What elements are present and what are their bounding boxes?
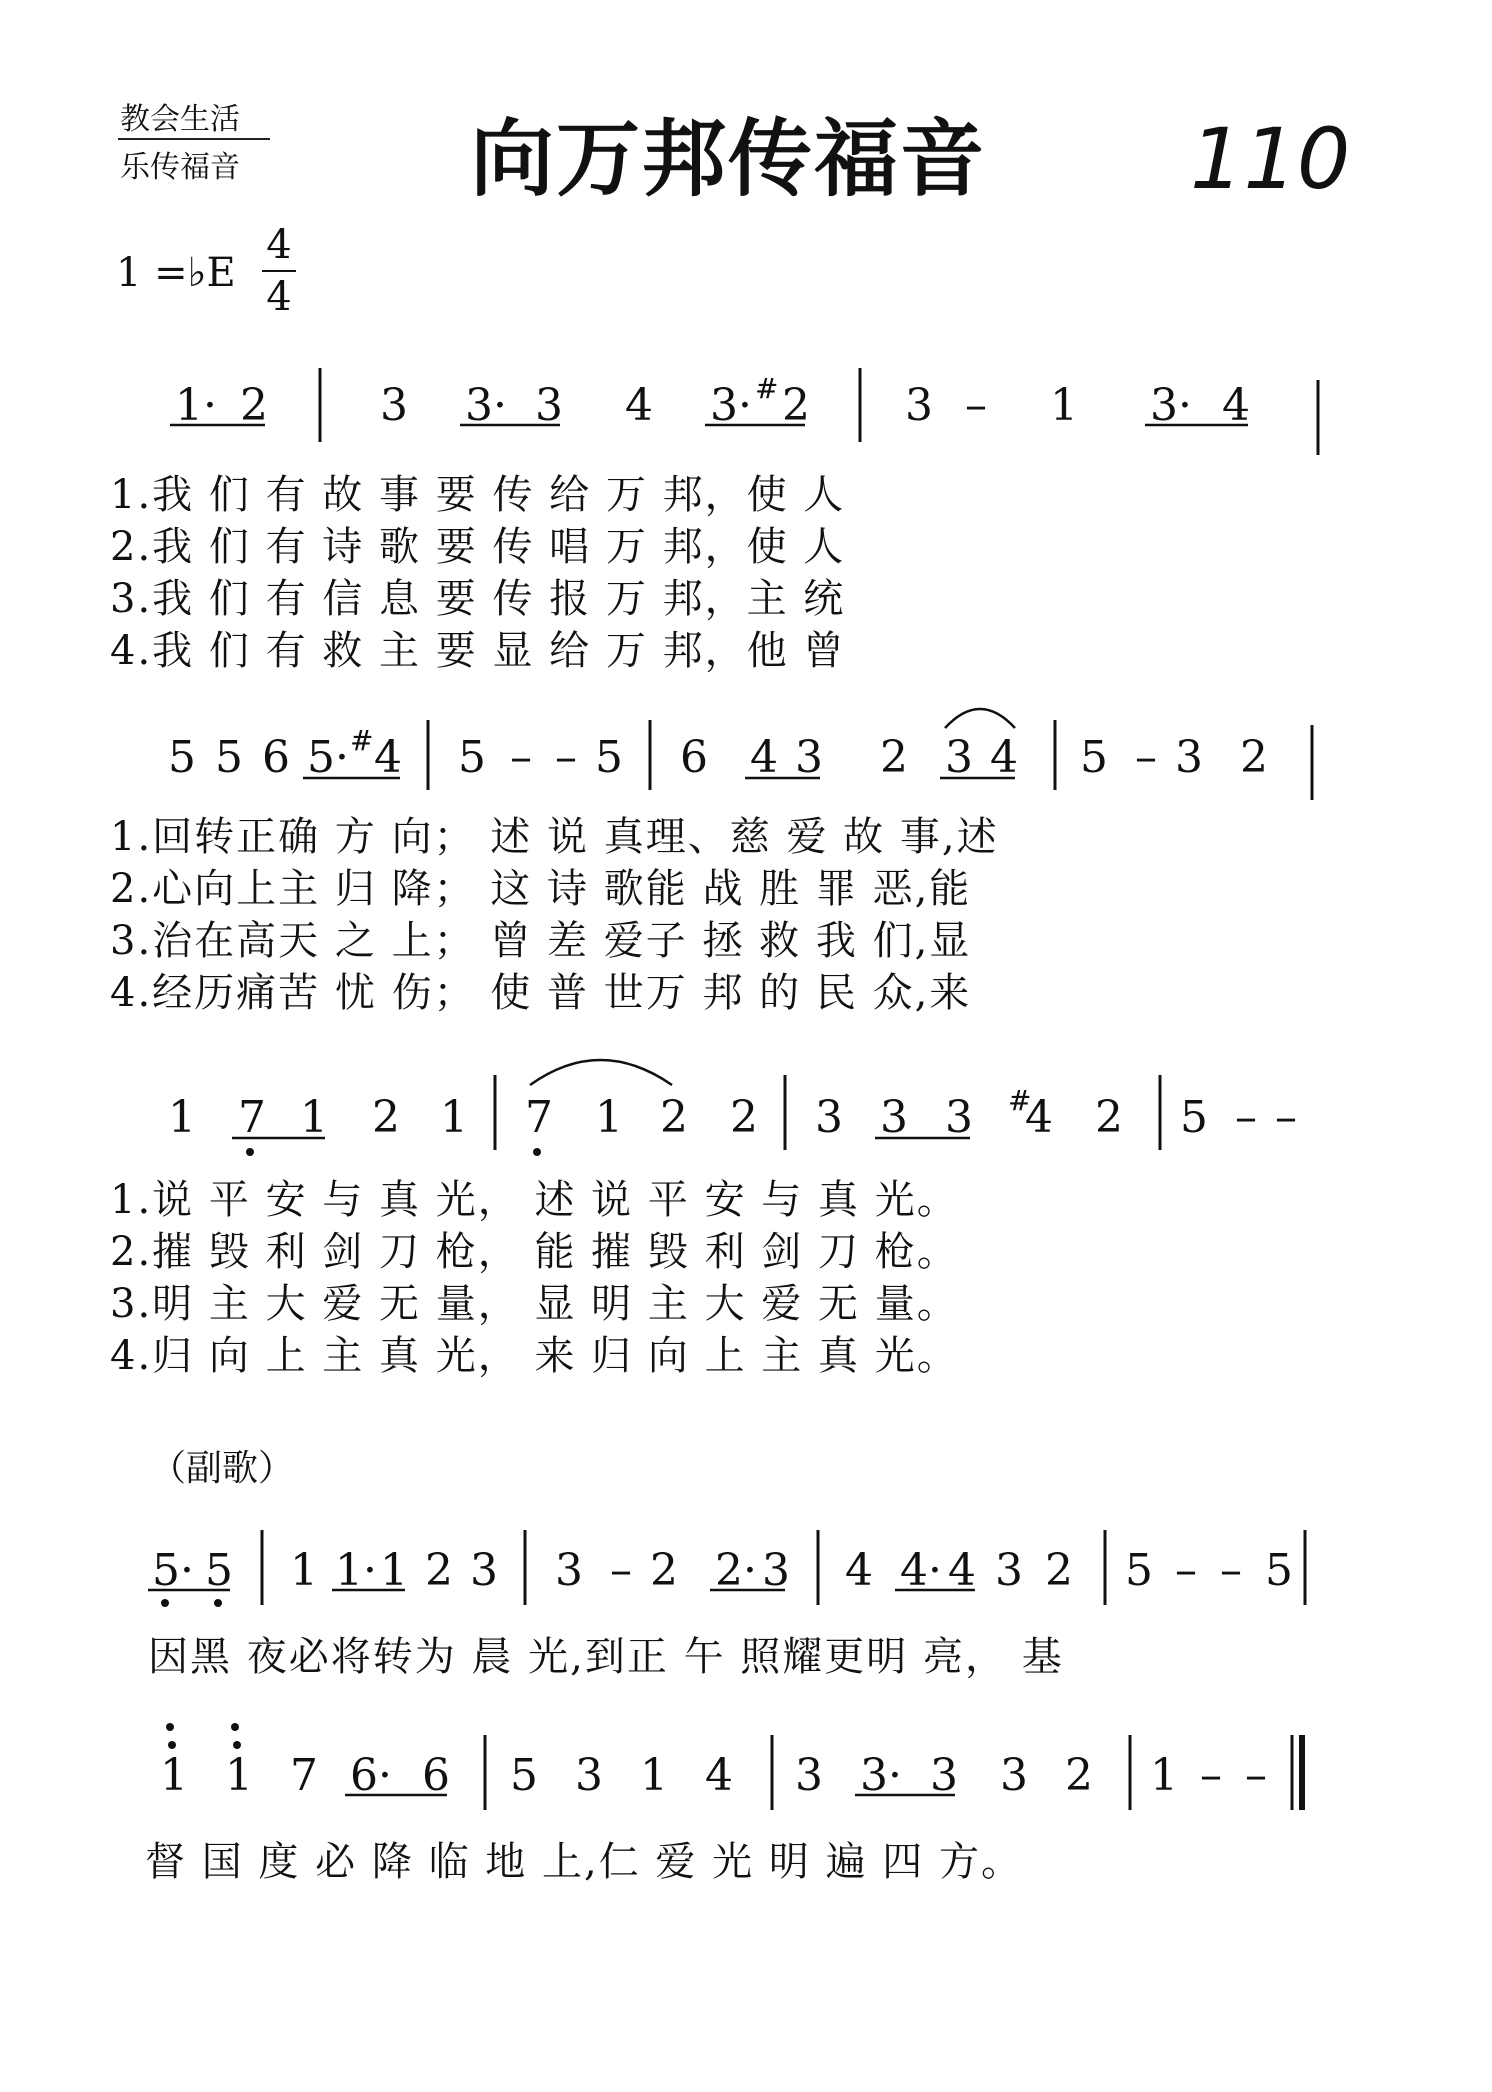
chorus-lyrics-line2: 督 国 度 必 降 临 地 上,仁 爱 光 明 遍 四 方。	[145, 1839, 1024, 1885]
system4-note: –	[1175, 1545, 1197, 1596]
system4-note: 3	[555, 1545, 583, 1596]
system1-note: 1	[1050, 380, 1078, 431]
high-octave-dot	[233, 1741, 241, 1749]
verse3-line-system3: 3.明 主 大 爱 无 量， 显 明 主 大 爱 无 量。	[110, 1281, 959, 1327]
system5-note: 5	[510, 1750, 538, 1801]
hymn-title: 向万邦传福音	[470, 110, 987, 208]
system3-note: 2	[660, 1092, 688, 1143]
system3-note: 2	[730, 1092, 758, 1143]
system2-note: 4	[374, 732, 402, 783]
system5-note: 2	[1065, 1750, 1093, 1801]
system1-note: 1·	[175, 380, 217, 431]
system3-note: 4	[1025, 1092, 1053, 1143]
verse3-line-system2: 3.治在高天 之 上； 曾 差 爱子 拯 救 我 们,显	[110, 918, 972, 964]
system5-note: –	[1200, 1750, 1222, 1801]
system5-note: 3	[795, 1750, 823, 1801]
system4-note: 3	[995, 1545, 1023, 1596]
system1-note: 3·	[465, 380, 507, 431]
system3-note: 3	[880, 1092, 908, 1143]
system5-note: 3	[930, 1750, 958, 1801]
system4-note: 2·	[715, 1545, 757, 1596]
system1-note: 3	[535, 380, 563, 431]
system3-note: 1	[440, 1092, 468, 1143]
system3-note: 7	[525, 1092, 553, 1143]
system1-note: 2	[782, 380, 810, 431]
system4-note: 5	[205, 1545, 233, 1596]
system3-note: 1	[300, 1092, 328, 1143]
verse1-line-system1: 1.我 们 有 故 事 要 传 给 万 邦，使 人	[110, 472, 846, 518]
sharp-accidental: #	[1008, 1084, 1032, 1117]
system5-note: 3	[575, 1750, 603, 1801]
verse2-line-system3: 2.摧 毁 利 剑 刀 枪， 能 摧 毁 利 剑 刀 枪。	[110, 1229, 959, 1275]
system1-note: 4	[1222, 380, 1250, 431]
system1-note: 3	[905, 380, 933, 431]
system2-note: 4	[750, 732, 778, 783]
system4-note: 4	[845, 1545, 873, 1596]
system5-note: 6	[422, 1750, 450, 1801]
system4-note: 4·	[900, 1545, 942, 1596]
system3-note: –	[1275, 1092, 1297, 1143]
system1-note: 4	[625, 380, 653, 431]
system4-note: 2	[425, 1545, 453, 1596]
system2-note: 6	[680, 732, 708, 783]
system5-note: 4	[705, 1750, 733, 1801]
verse4-line-system1: 4.我 们 有 救 主 要 显 给 万 邦，他 曾	[110, 628, 846, 674]
system2-note: 5	[595, 732, 623, 783]
system5-note: 1	[225, 1750, 253, 1801]
category-bottom: 乐传福音	[120, 150, 240, 185]
system4-note: 2	[650, 1545, 678, 1596]
high-octave-dot	[168, 1741, 176, 1749]
system3-note: 2	[1095, 1092, 1123, 1143]
system1-note: 3·	[1150, 380, 1192, 431]
system3-note: 2	[372, 1092, 400, 1143]
system2-note: 3	[945, 732, 973, 783]
system5-note: 7	[290, 1750, 318, 1801]
verse1-line-system2: 1.回转正确 方 向； 述 说 真理、慈 爱 故 事,述	[110, 814, 999, 860]
system2-note: 6	[262, 732, 290, 783]
system2-note: 3	[1175, 732, 1203, 783]
system5-note: 1	[640, 1750, 668, 1801]
system3-note: 7	[238, 1092, 266, 1143]
system4-note: 4	[948, 1545, 976, 1596]
system4-note: 5	[1265, 1545, 1293, 1596]
verse1-line-system3: 1.说 平 安 与 真 光， 述 说 平 安 与 真 光。	[110, 1177, 959, 1223]
system1-note: 2	[240, 380, 268, 431]
system4-note: 1·	[335, 1545, 377, 1596]
verse2-line-system2: 2.心向上主 归 降； 这 诗 歌能 战 胜 罪 恶,能	[110, 866, 972, 912]
system2-note: –	[1135, 732, 1157, 783]
verse4-line-system2: 4.经历痛苦 忧 伤； 使 普 世万 邦 的 民 众,来	[110, 970, 972, 1016]
system3-note: –	[1235, 1092, 1257, 1143]
system4-note: 5	[1125, 1545, 1153, 1596]
system2-note: –	[555, 732, 577, 783]
system5-note: –	[1245, 1750, 1267, 1801]
category-top: 教会生活	[120, 102, 240, 137]
system3-note: 3	[815, 1092, 843, 1143]
system5-note: 3·	[860, 1750, 902, 1801]
system2-note: 4	[990, 732, 1018, 783]
system4-note: 2	[1045, 1545, 1073, 1596]
key-signature: 1 =♭E	[116, 250, 236, 296]
verse3-line-system1: 3.我 们 有 信 息 要 传 报 万 邦，主 统	[110, 576, 846, 622]
sharp-accidental: #	[350, 724, 374, 757]
verse4-line-system3: 4.归 向 上 主 真 光， 来 归 向 上 主 真 光。	[110, 1333, 959, 1379]
chorus-label: （副歌）	[150, 1448, 295, 1489]
system3-note: 1	[595, 1092, 623, 1143]
system2-note: 5	[215, 732, 243, 783]
system4-note: 5·	[152, 1545, 194, 1596]
system1-note: 3·	[710, 380, 752, 431]
system4-note: –	[1220, 1545, 1242, 1596]
system3-note: 3	[945, 1092, 973, 1143]
system4-note: –	[610, 1545, 632, 1596]
verse2-line-system1: 2.我 们 有 诗 歌 要 传 唱 万 邦，使 人	[110, 524, 846, 570]
system2-note: –	[510, 732, 532, 783]
system2-note: 5·	[307, 732, 349, 783]
system2-note: 5	[1080, 732, 1108, 783]
system1-note: 3	[380, 380, 408, 431]
system5-note: 3	[1000, 1750, 1028, 1801]
system1-note: –	[965, 380, 987, 431]
chorus-lyrics-line1: 因黑 夜必将转为 晨 光,到正 午 照耀更明 亮， 基	[148, 1634, 1064, 1680]
system3-note: 5	[1180, 1092, 1208, 1143]
system5-note: 6·	[350, 1750, 392, 1801]
system2-note: 5	[458, 732, 486, 783]
system2-note: 2	[880, 732, 908, 783]
time-signature-bottom: 4	[266, 274, 292, 320]
sharp-accidental: #	[755, 372, 779, 405]
hymn-number: 110	[1190, 110, 1351, 208]
system4-note: 1	[290, 1545, 318, 1596]
system3-note: 1	[168, 1092, 196, 1143]
system2-note: 2	[1240, 732, 1268, 783]
system4-note: 1	[380, 1545, 408, 1596]
system2-note: 3	[795, 732, 823, 783]
system4-note: 3	[470, 1545, 498, 1596]
system2-note: 5	[168, 732, 196, 783]
system4-note: 3	[762, 1545, 790, 1596]
system5-note: 1	[160, 1750, 188, 1801]
time-signature-top: 4	[266, 222, 292, 268]
system5-note: 1	[1150, 1750, 1178, 1801]
